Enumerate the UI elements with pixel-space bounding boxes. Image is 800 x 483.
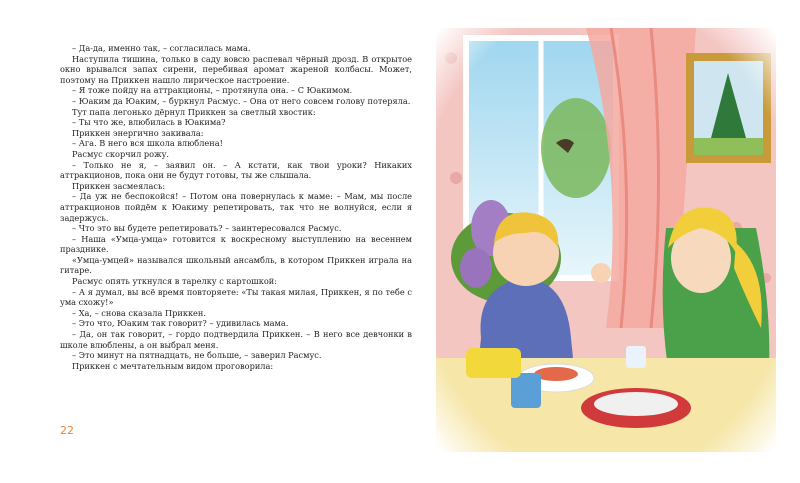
book-illustration [436, 28, 776, 452]
paragraph: – Ты что же, влюбилась в Юакима? [72, 117, 226, 128]
paragraph: – Ха, – снова сказала Приккен. [72, 307, 206, 318]
paragraph: – Что это вы будете репетировать? – заинтересовался Расмус. [72, 223, 342, 234]
paragraph: – Юаким да Юаким, – буркнул Расмус. – Она от него совсем голову потеряла. [72, 95, 411, 106]
paragraph: Расмус опять уткнулся в тарелку с картошкой: [72, 276, 277, 287]
paragraph: Расмус скорчил рожу. [72, 148, 170, 159]
paragraph: – Да, он так говорит, – гордо подтвердила Приккен. – В него все девчонки в школе влюблены, а он выбрал меня. [60, 329, 412, 350]
paragraph: – Это что, Юаким так говорит? – удивилась мама. [72, 318, 289, 329]
paragraph: Приккен энергично закивала: [72, 127, 204, 138]
paragraph: – Да уж не беспокойся! – Потом она повернулась к маме: – Мам, мы после аттракционов пойдём к Юакиму репетировать, так что не волнуйся, если я задержусь. [60, 191, 412, 223]
paragraph: – Да-да, именно так, – согласилась мама. [72, 43, 251, 53]
text-column [60, 43, 412, 371]
paragraph: – Ага. В него вся школа влюблена! [72, 138, 223, 149]
paragraph: Приккен засмеялась: [72, 180, 166, 191]
paragraph: Наступила тишина, только в саду вовсю распевал чёрный дрозд. В открытое окно врывался запах сирени, перебивая аромат жареной колбасы. Может, поэтому на Приккен нашло лирическое настроение. [60, 53, 412, 85]
paragraph: – Я тоже пойду на аттракционы, – протянула она. – С Юакимом. [72, 85, 353, 96]
paragraph: – Это минут на пятнадцать, не больше, – заверил Расмус. [72, 350, 322, 361]
paragraph: Приккен с мечтательным видом проговорила: [72, 360, 274, 371]
paragraph: – А я думал, вы всё время повторяете: «Ты такая милая, Приккен, я по тебе с ума схожу!» [60, 286, 412, 308]
paragraph: Тут папа легонько дёрнул Приккен за светлый хвостик: [72, 106, 316, 117]
paragraph: «Умца-умцей» назывался школьный ансамбль, в котором Приккен играла на гитаре. [60, 254, 412, 276]
paragraph: – Только не я, – заявил он. – А кстати, как твои уроки? Никаких аттракционов, пока они не будут готовы, ты же слышала. [60, 159, 412, 181]
paragraph: – Наша «Умца-умца» готовится к воскресному выступлению на весеннем празднике. [60, 233, 412, 255]
page-number: 22 [60, 424, 74, 437]
